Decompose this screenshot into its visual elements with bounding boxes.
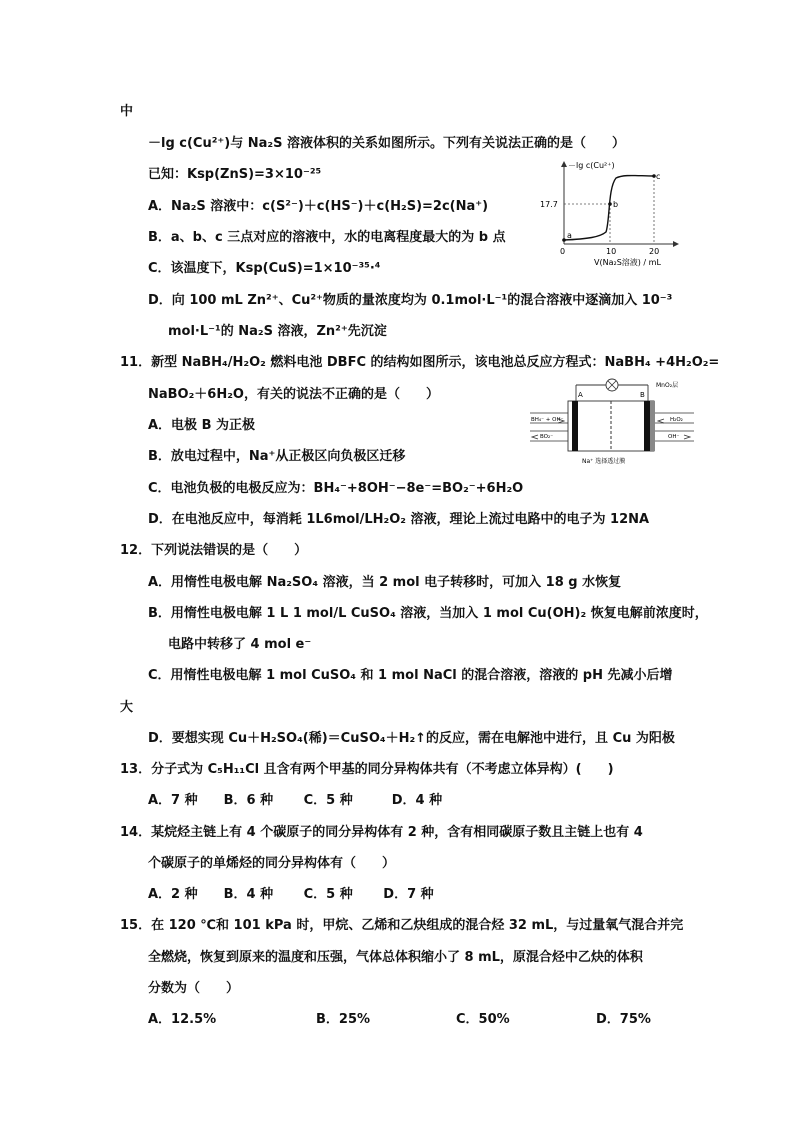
option-15b: B．25%	[316, 1012, 371, 1027]
option-15c: C．50%	[456, 1012, 510, 1027]
label-electrode-a: A	[578, 391, 583, 399]
option-15a: A．12.5%	[148, 1012, 217, 1027]
question-11-cont: NaBO₂＋6H₂O，有关的说法不正确的是（ ）	[148, 387, 439, 402]
option-12b-cont: 电路中转移了 4 mol e⁻	[168, 637, 312, 652]
option-11c: C．电池负极的电极反应为：BH₄⁻+8OH⁻−8e⁻=BO₂⁻+6H₂O	[148, 481, 524, 496]
question-15-cont2: 分数为（ ）	[148, 981, 240, 996]
label-membrane: Na⁺ 选择透过膜	[582, 458, 626, 465]
label-a: a	[567, 231, 572, 240]
option-15d: D．75%	[596, 1012, 651, 1027]
question-11: 11．新型 NaBH₄/H₂O₂ 燃料电池 DBFC 的结构如图所示，该电池总反应方程式：NaBH₄ +4H₂O₂=	[120, 355, 720, 370]
question-14: 14．某烷烃主链上有 4 个碳原子的同分异构体有 2 种，含有相同碳原子数且主链上也有 4	[120, 825, 643, 840]
text-line-3: 已知：Ksp(ZnS)=3×10⁻²⁵	[148, 167, 322, 182]
y-tick-17-7: 17.7	[540, 200, 558, 209]
question-14-cont: 个碳原子的单烯烃的同分异构体有（ ）	[148, 856, 396, 871]
x-tick-10: 10	[606, 247, 617, 256]
option-10b: B．a、b、c 三点对应的溶液中，水的电离程度最大的为 b 点	[148, 230, 506, 245]
question-12: 12．下列说法错误的是（ ）	[120, 543, 308, 558]
electrode-a	[572, 401, 578, 451]
option-11d: D．在电池反应中，每消耗 1L6mol/LH₂O₂ 溶液，理论上流过电路中的电子为 12NA	[148, 512, 650, 527]
x-tick-0: 0	[560, 247, 566, 256]
label-electrode-b: B	[640, 391, 645, 399]
option-11b: B．放电过程中，Na⁺从正极区向负极区迁移	[148, 449, 406, 464]
label-left-out: BO₂⁻	[540, 434, 554, 440]
electrode-b	[644, 401, 650, 451]
x-tick-20: 20	[649, 247, 660, 256]
question-13: 13．分子式为 C₅H₁₁Cl 且含有两个甲基的同分异构体共有（不考虑立体异构）( )	[120, 762, 614, 777]
label-mno2: MnO₂层	[656, 382, 679, 389]
x-axis-label: V(Na₂S溶液) / mL	[594, 258, 661, 267]
y-axis-label: －lg c(Cu²⁺)	[568, 161, 615, 170]
label-right-out: OH⁻	[668, 434, 680, 440]
titration-graph	[528, 158, 688, 268]
label-b: b	[613, 200, 619, 209]
point-a	[562, 238, 566, 242]
option-11a: A．电极 B 为正极	[148, 418, 256, 433]
option-12c-cont: 大	[120, 700, 134, 715]
question-15: 15．在 120 ℃和 101 kPa 时，甲烷、乙烯和乙炔组成的混合烃 32 mL，与过量氧气混合并完	[120, 918, 684, 933]
option-12a: A．用惰性电极电解 Na₂SO₄ 溶液，当 2 mol 电子转移时，可加入 18 g 水恢复	[148, 575, 622, 590]
option-10a: A．Na₂S 溶液中：c(S²⁻)＋c(HS⁻)＋c(H₂S)=2c(Na⁺)	[148, 199, 489, 214]
mno2-layer	[650, 401, 655, 451]
option-12c: C．用惰性电极电解 1 mol CuSO₄ 和 1 mol NaCl 的混合溶液，溶液的 pH 先减小后增	[148, 668, 673, 683]
option-12d: D．要想实现 Cu＋H₂SO₄(稀)＝CuSO₄＋H₂↑的反应，需在电解池中进行，且 Cu 为阳极	[148, 731, 675, 746]
text-line-2: －lg c(Cu²⁺)与 Na₂S 溶液体积的关系如图所示。下列有关说法正确的是（ ）	[148, 136, 625, 151]
option-10d: D．向 100 mL Zn²⁺、Cu²⁺物质的量浓度均为 0.1mol·L⁻¹的混合溶液中逐滴加入 10⁻³	[148, 293, 673, 308]
options-14: A．2 种 B．4 种 C．5 种 D．7 种	[148, 887, 434, 902]
label-c: c	[656, 172, 661, 181]
option-10c: C．该温度下，Ksp(CuS)=1×10⁻³⁵·⁴	[148, 261, 381, 276]
options-13: A．7 种 B．6 种 C．5 种 D．4 种	[148, 793, 443, 808]
option-12b: B．用惰性电极电解 1 L 1 mol/L CuSO₄ 溶液，当加入 1 mol Cu(OH)₂ 恢复电解前浓度时，	[148, 606, 708, 621]
fuel-cell-diagram	[528, 375, 696, 467]
text-line-1: 中	[120, 104, 134, 119]
label-right-in: H₂O₂	[670, 417, 683, 423]
point-b	[608, 202, 612, 206]
label-left-in: BH₄⁻ + OH⁻	[531, 417, 564, 423]
question-15-cont: 全燃烧，恢复到原来的温度和压强，气体总体积缩小了 8 mL，原混合烃中乙炔的体积	[148, 950, 643, 965]
option-10d-cont: mol·L⁻¹的 Na₂S 溶液，Zn²⁺先沉淀	[168, 324, 387, 339]
titration-curve	[564, 176, 654, 241]
